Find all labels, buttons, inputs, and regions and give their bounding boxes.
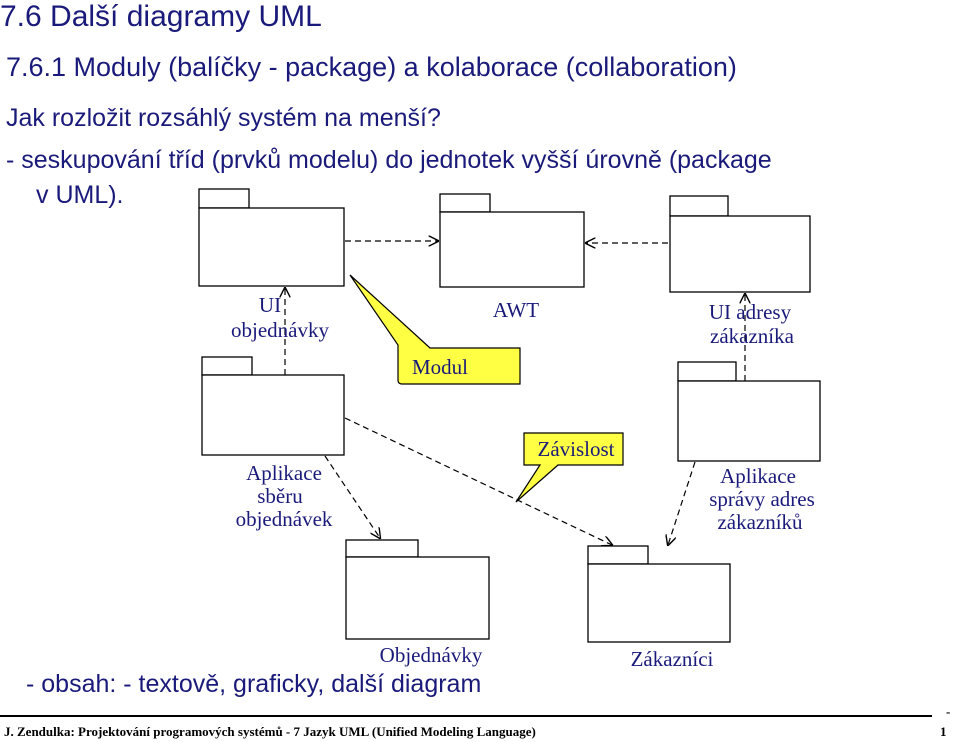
package-aplikace-spravy bbox=[678, 362, 820, 461]
label-aplikace-sberu-3: objednávek bbox=[235, 507, 333, 531]
label-aplikace-spravy-3: zákazníků bbox=[717, 510, 803, 534]
package-aplikace-sberu bbox=[202, 357, 344, 455]
note-modul-text: Modul bbox=[411, 355, 469, 379]
package-zakaznici bbox=[588, 546, 730, 642]
label-ui-objednavky-2: objednávky bbox=[231, 318, 329, 342]
package-awt bbox=[440, 194, 584, 287]
footer-text: J. Zendulka: Projektování programových systémů - 7 Jazyk UML (Unified Modeling Language) bbox=[4, 724, 536, 739]
bullet-line-2: v UML). bbox=[36, 181, 124, 209]
dependency-aplikace-spravy-to-zakaznici bbox=[668, 462, 695, 545]
bullet-line-1: - seskupování tříd (prvků modelu) do jednotek vyšší úrovně (package bbox=[6, 146, 772, 174]
label-aplikace-spravy-2: správy adres bbox=[709, 487, 815, 511]
label-ui-adresy-2: zákazníka bbox=[710, 324, 794, 348]
footer-dash: - bbox=[946, 704, 951, 719]
note-zavislost-text: Závislost bbox=[537, 437, 615, 461]
slide-title: 7.6 Další diagramy UML bbox=[0, 0, 322, 33]
section-heading: 7.6.1 Moduly (balíčky - package) a kolaborace (collaboration) bbox=[6, 52, 737, 82]
label-ui-objednavky-1: UI bbox=[258, 293, 282, 317]
dependency-aplikace-sberu-to-objednavky bbox=[325, 456, 380, 538]
label-aplikace-sberu-1: Aplikace bbox=[246, 461, 322, 485]
content-line: - obsah: - textově, graficky, další diagram bbox=[26, 670, 482, 698]
page-number: 1 bbox=[940, 724, 947, 739]
label-aplikace-sberu-2: sběru bbox=[257, 484, 303, 508]
package-objednavky bbox=[346, 540, 489, 639]
label-aplikace-spravy-1: Aplikace bbox=[720, 464, 796, 488]
label-ui-adresy-1: UI adresy bbox=[708, 300, 792, 324]
package-ui-objednavky bbox=[199, 189, 344, 286]
question-text: Jak rozložit rozsáhlý systém na menší? bbox=[6, 104, 441, 132]
label-zakaznici: Zákazníci bbox=[630, 647, 714, 671]
label-awt: AWT bbox=[492, 298, 540, 322]
label-objednavky: Objednávky bbox=[379, 643, 483, 667]
package-ui-adresy bbox=[670, 196, 810, 292]
